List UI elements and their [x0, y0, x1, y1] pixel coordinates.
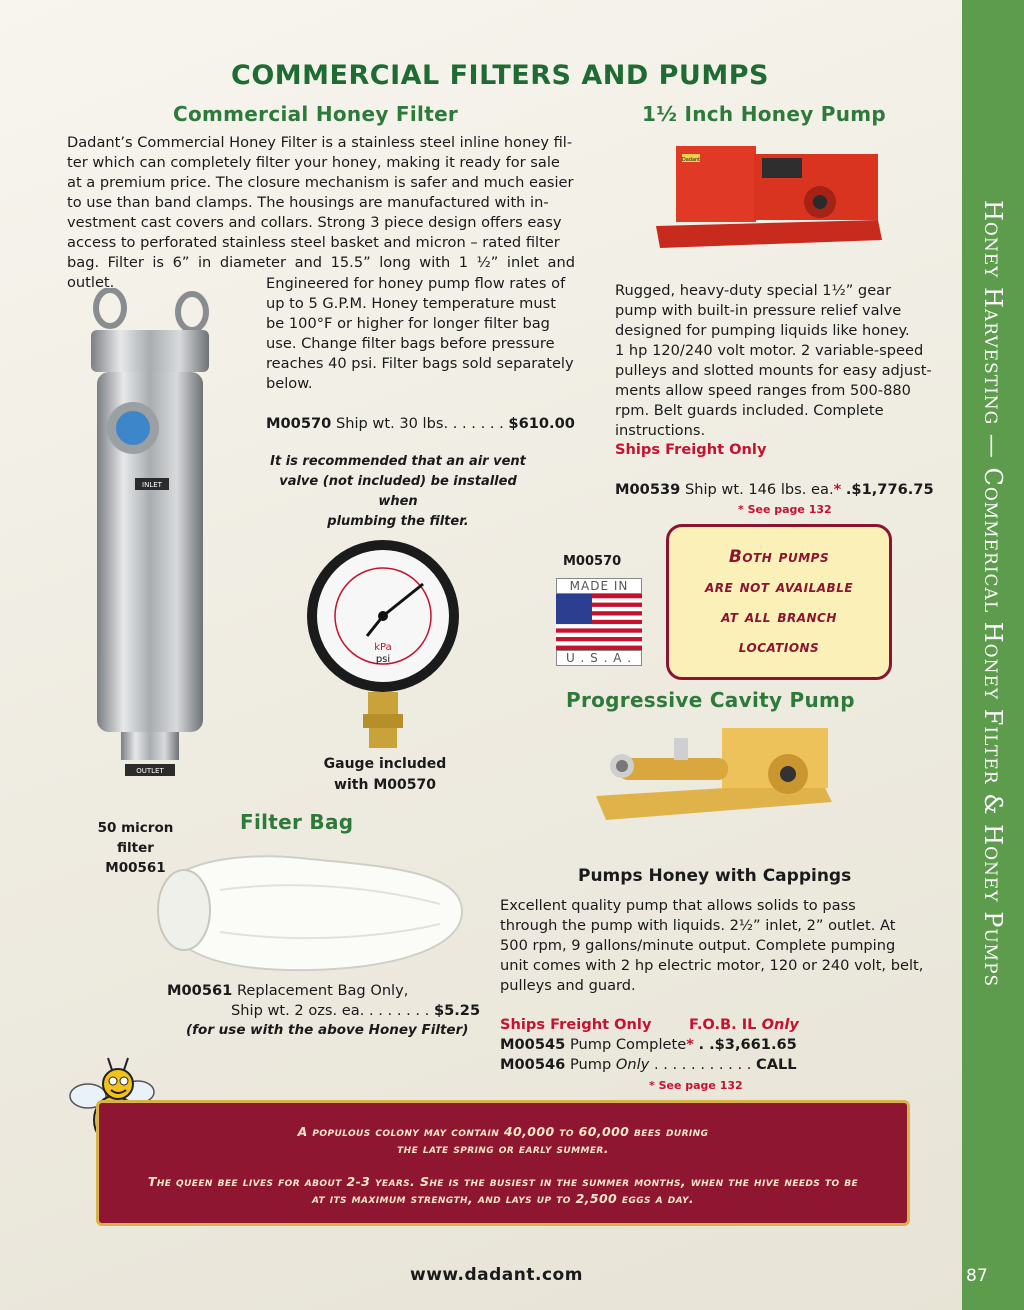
pump-brand-label: Dadant	[681, 157, 701, 163]
price: . .$3,661.65	[698, 1036, 797, 1053]
usa-flag-icon	[556, 594, 642, 650]
made-in-top-text: MADE IN	[556, 578, 642, 594]
fob-only: Only	[761, 1016, 799, 1033]
item-desc: Pump	[569, 1056, 612, 1073]
sku: M00545	[500, 1036, 566, 1053]
sku: M00546	[500, 1056, 566, 1073]
desc-line: designed for pumping liquids like honey.	[615, 322, 910, 339]
desc-line: reaches 40 psi. Filter bags sold separately	[266, 355, 574, 372]
honey-filter-price-line	[266, 415, 575, 432]
gauge-caption	[320, 754, 450, 796]
note-line: valve (not included) be installed when	[279, 474, 517, 509]
filter-bag-heading: Filter Bag	[240, 810, 354, 834]
filter-bag-image	[140, 850, 470, 978]
price: $5.25	[433, 1002, 481, 1019]
callout-line: Both pumps	[728, 547, 830, 567]
outlet-label: OUTLET	[136, 767, 164, 775]
banner-line: The queen bee lives for about 2-3 years. She is the busiest in the summer months, when the hive needs to be	[147, 1174, 859, 1189]
honey-pump-heading: 1½ Inch Honey Pump	[642, 102, 887, 126]
note-line: plumbing the filter.	[327, 514, 469, 529]
desc-line: at a premium price. The closure mechanism is safer and much easier	[67, 174, 574, 191]
callout-line: at all branch	[721, 607, 837, 627]
asterisk: *	[833, 481, 842, 498]
cavity-pump-subheading: Pumps Honey with Cappings	[578, 866, 852, 886]
item-only: Only	[615, 1056, 650, 1073]
desc-line: to use than band clamps. The housings are manufactured with in-	[67, 194, 549, 211]
cavity-pump-see-page: * See page 132	[649, 1079, 743, 1092]
ship-weight: Ship wt. 2 ozs. ea. . . . . . . .	[231, 1002, 430, 1019]
pressure-gauge-image	[303, 538, 463, 750]
desc-line: pump with built-in pressure relief valve	[615, 302, 902, 319]
desc-line: rpm. Belt guards included. Complete	[615, 402, 884, 419]
desc-line: Rugged, heavy-duty special 1½” gear	[615, 282, 892, 299]
made-in-sku: M00570	[563, 554, 622, 569]
desc-line: pulleys and slotted mounts for easy adjust-	[615, 362, 932, 379]
price: $610.00	[508, 415, 575, 432]
desc-line: unit comes with 2 hp electric motor, 120 or 240 volt, belt,	[500, 957, 924, 974]
price: CALL	[756, 1056, 797, 1073]
dots: . . . . . . . . . . .	[653, 1056, 752, 1073]
inlet-label: INLET	[142, 481, 162, 489]
bee-facts-banner	[96, 1100, 910, 1226]
filter-bag-line2	[231, 1002, 480, 1019]
banner-line: at its maximum strength, and lays up to 2,500 eggs a day.	[311, 1191, 695, 1206]
desc-line: bag. Filter is 6” in diameter and 15.5” long with 1 ½” inlet and outlet.	[67, 254, 575, 291]
sku: M00561	[167, 982, 233, 999]
asterisk: *	[686, 1036, 694, 1053]
made-in-bottom-text: U . S . A .	[556, 650, 642, 666]
psi-label: psi	[375, 654, 391, 665]
desc-line: through the pump with liquids. 2½” inlet, 2” outlet. At	[500, 917, 896, 934]
website-url[interactable]: www.dadant.com	[410, 1265, 583, 1285]
sku: M00539	[615, 481, 681, 498]
honey-filter-heading: Commercial Honey Filter	[173, 102, 459, 126]
desc-line: access to perforated stainless steel basket and micron – rated filter	[67, 234, 560, 251]
item-desc: Pump Complete	[569, 1036, 687, 1053]
desc-line: ter which can completely filter your honey, making it ready for sale	[67, 154, 560, 171]
honey-filter-description	[67, 133, 575, 293]
desc-line: vestment cast covers and collars. Strong 3 piece design offers easy	[67, 214, 562, 231]
honey-pump-see-page: * See page 132	[738, 503, 832, 516]
desc-line: pulleys and guard.	[500, 977, 636, 994]
cavity-pump-fob	[689, 1016, 799, 1033]
honey-pump-description	[615, 281, 938, 441]
desc-line: below.	[266, 375, 313, 392]
filter-bag-line1	[167, 982, 408, 999]
cavity-pump-price-line-1	[500, 1036, 797, 1053]
callout-line: are not available	[704, 577, 854, 597]
desc-line: Excellent quality pump that allows solids to pass	[500, 897, 856, 914]
desc-line: 500 rpm, 9 gallons/minute output. Complete pumping	[500, 937, 896, 954]
desc-line: instructions.	[615, 422, 706, 439]
honey-filter-continued	[266, 274, 575, 394]
desc-line: be 100°F or higher for longer filter bag	[266, 315, 550, 332]
kpa-label: kPa	[374, 642, 392, 653]
honey-pump-freight: Ships Freight Only	[615, 441, 767, 458]
cavity-pump-image	[592, 718, 836, 834]
price: .$1,776.75	[845, 481, 934, 498]
cavity-pump-heading: Progressive Cavity Pump	[566, 688, 855, 712]
gauge-caption-line: with M00570	[334, 777, 436, 793]
fob-text: F.O.B. IL	[689, 1016, 757, 1033]
sku: M00570	[266, 415, 332, 432]
cavity-pump-description	[500, 896, 932, 996]
page-title: COMMERCIAL FILTERS AND PUMPS	[231, 60, 769, 91]
banner-line: A populous colony may contain 40,000 to 60,000 bees during	[297, 1124, 709, 1139]
desc-line: Engineered for honey pump flow rates of	[266, 275, 566, 292]
desc-line: ments allow speed ranges from 500-880	[615, 382, 911, 399]
honey-pump-price-line	[615, 481, 934, 498]
sidebar-section-title: Honey Harvesting — Commerical Honey Filter & Honey Pumps	[979, 200, 1007, 988]
callout-line: locations	[738, 637, 820, 657]
cavity-pump-price-line-2	[500, 1056, 797, 1073]
gauge-caption-line: Gauge included	[323, 756, 447, 772]
page-number: 87	[966, 1266, 988, 1286]
desc-line: up to 5 G.P.M. Honey temperature must	[266, 295, 556, 312]
honey-pump-image	[650, 136, 886, 264]
air-vent-note	[262, 452, 534, 532]
filter-bag-desc: Replacement Bag Only,	[236, 982, 409, 999]
cavity-pump-freight: Ships Freight Only	[500, 1016, 652, 1033]
filter-bag-note: (for use with the above Honey Filter)	[186, 1022, 469, 1038]
honey-filter-image	[85, 288, 215, 778]
made-in-usa-badge	[556, 578, 642, 666]
banner-line: the late spring or early summer.	[397, 1141, 609, 1156]
availability-callout	[666, 524, 892, 680]
note-line: It is recommended that an air vent	[270, 454, 526, 469]
filter-label-line: M00561	[105, 860, 166, 876]
ship-weight: Ship wt. 30 lbs. . . . . . .	[335, 415, 504, 432]
filter-label-line: 50 micron filter	[97, 820, 174, 856]
desc-line: 1 hp 120/240 volt motor. 2 variable-speed	[615, 342, 924, 359]
ship-weight: Ship wt. 146 lbs. ea.	[684, 481, 834, 498]
desc-line: Dadant’s Commercial Honey Filter is a stainless steel inline honey fil-	[67, 134, 573, 151]
desc-line: use. Change filter bags before pressure	[266, 335, 555, 352]
